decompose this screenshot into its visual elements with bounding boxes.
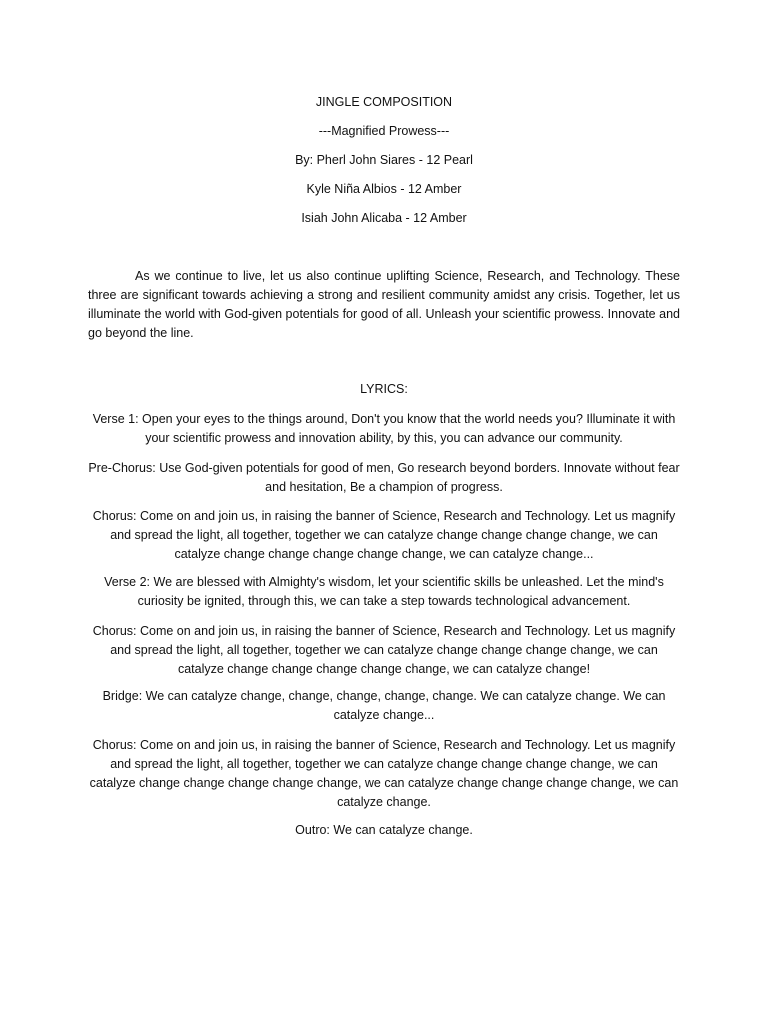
chorus-2: Chorus: Come on and join us, in raising the banner of Science, Research and Technology. Let us magnify and spread the light, all together, together we can catalyze change change change change, we can catalyze change change change change change, we can catalyze change! (92, 624, 676, 676)
lyrics-heading: LYRICS: (360, 382, 408, 396)
verse-2: Verse 2: We are blessed with Almighty's wisdom, let your scientific skills be unleashed. Let the mind's curiosity be ignited, through this, we can take a step towards technological advancement. (104, 575, 664, 608)
pre-chorus: Pre-Chorus: Use God-given potentials for good of men, Go research beyond borders. Innovate without fear and hesitation, Be a champion of progress. (88, 461, 680, 494)
author-line: Isiah John Alicaba - 12 Amber (301, 211, 467, 225)
outro: Outro: We can catalyze change. (295, 823, 473, 837)
bridge: Bridge: We can catalyze change, change, change, change, change. We can catalyze change. We can catalyze change... (102, 689, 666, 722)
chorus-3: Chorus: Come on and join us, in raising the banner of Science, Research and Technology. Let us magnify and spread the light, all together, together we can catalyze change change change change, we can catalyze change change change change change, we can catalyze change change change change, we can catalyze change. (89, 738, 679, 809)
intro-paragraph: As we continue to live, let us also continue uplifting Science, Research, and Technology. These three are significant towards achieving a strong and resilient community amidst any crisis. Together, let us illuminate the world with God-given potentials for good of all. Unleash your scientific prowess. Innovate and go beyond the line. (88, 269, 680, 340)
chorus-1: Chorus: Come on and join us, in raising the banner of Science, Research and Technology. Let us magnify and spread the light, all together, together we can catalyze change change change change, we can catalyze change change change change change, we can catalyze change... (92, 509, 676, 561)
document-title: JINGLE COMPOSITION (315, 95, 453, 109)
author-line: Kyle Niña Albios - 12 Amber (306, 182, 462, 196)
author-line: By: Pherl John Siares - 12 Pearl (295, 153, 473, 167)
document-subtitle: ---Magnified Prowess--- (318, 124, 450, 138)
verse-1: Verse 1: Open your eyes to the things around, Don't you know that the world needs you? Illuminate it with your scientific prowess and innovation ability, by this, you can advance our community. (92, 412, 676, 445)
